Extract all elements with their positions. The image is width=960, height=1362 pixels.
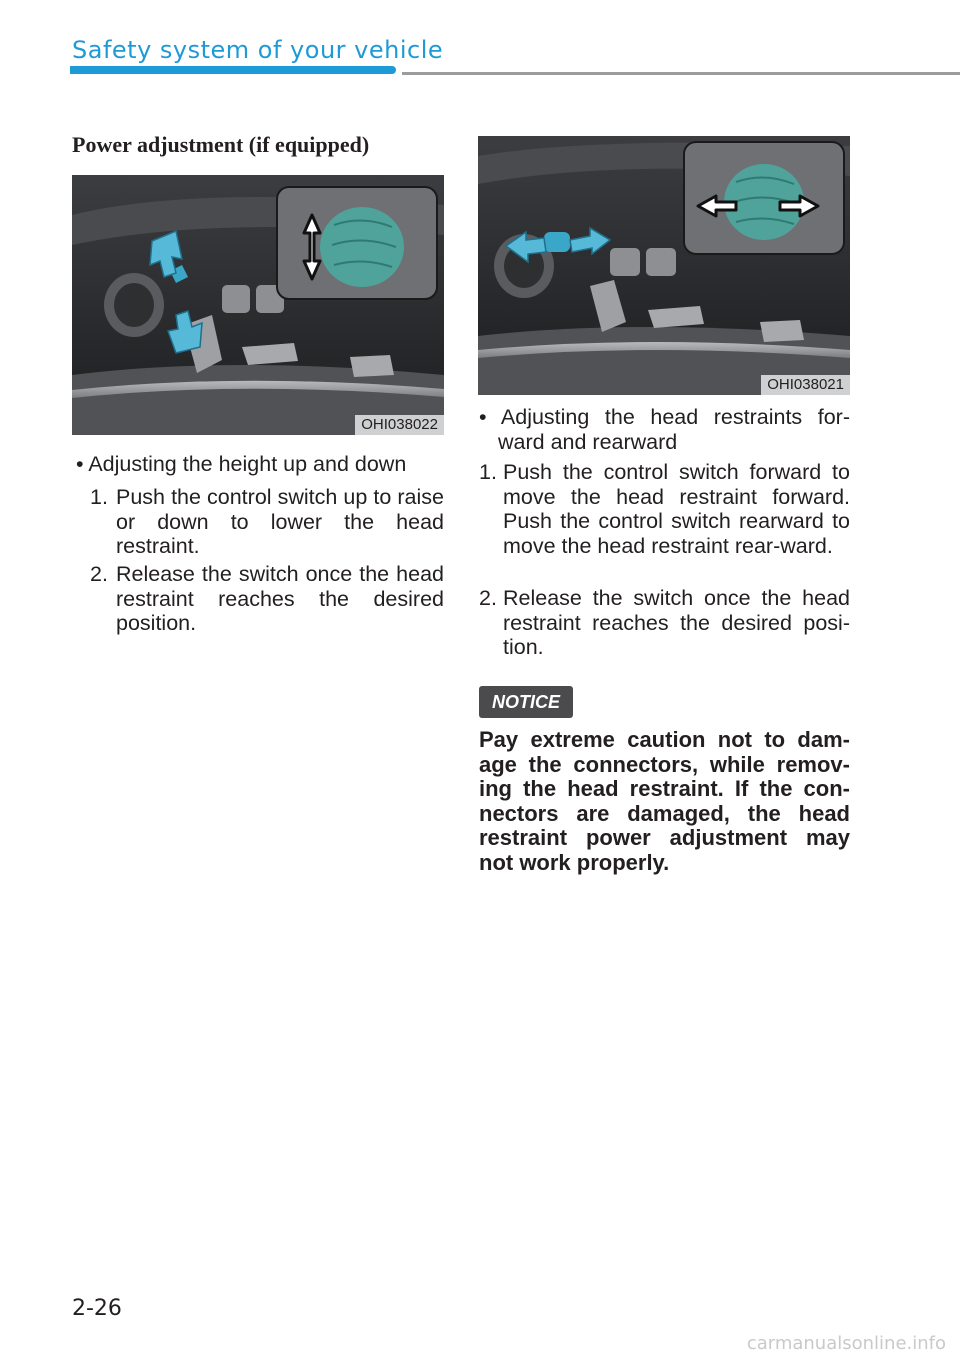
step-number: 1. bbox=[90, 485, 108, 509]
bullet-forward-rearward bbox=[479, 405, 850, 454]
header-rule bbox=[402, 72, 960, 75]
header-accent-bar bbox=[70, 66, 396, 74]
step-number: 2. bbox=[90, 562, 108, 586]
list-item bbox=[90, 562, 444, 636]
page-number: 2-26 bbox=[72, 1296, 122, 1321]
bullet-line: ward and rearward bbox=[498, 429, 678, 454]
step-text: Release the switch once the head restraint reaches the desired position. bbox=[116, 562, 444, 635]
figure-code: OHI038022 bbox=[355, 415, 444, 435]
step-number: 1. bbox=[479, 460, 497, 484]
seat-switch-illustration bbox=[72, 175, 444, 435]
list-item bbox=[479, 586, 850, 660]
step-number: 2. bbox=[479, 586, 497, 610]
step-text: Push the control switch forward to move the head restraint forward. Push the control switch rearward to move the head restraint rear-ward. bbox=[503, 460, 850, 558]
watermark: carmanualsonline.info bbox=[746, 1333, 946, 1354]
notice-badge: NOTICE bbox=[479, 686, 573, 718]
section-heading: Power adjustment (if equipped) bbox=[72, 132, 370, 157]
section-title: Safety system of your vehicle bbox=[72, 36, 444, 64]
step-text: Push the control switch up to raise or down to lower the head restraint. bbox=[116, 485, 444, 558]
step-text: Release the switch once the head restraint reaches the desired posi-tion. bbox=[503, 586, 850, 659]
figure-code: OHI038021 bbox=[761, 375, 850, 395]
seat-switch-illustration bbox=[478, 136, 850, 395]
notice-text: Pay extreme caution not to dam-age the connectors, while remov-ing the head restraint. If the con-nectors are damaged, the head restraint power adjustment may not work properly. bbox=[479, 727, 850, 875]
bullet-height-adjust: • Adjusting the height up and down bbox=[76, 452, 407, 476]
list-item bbox=[479, 460, 850, 558]
list-item bbox=[90, 485, 444, 559]
figure-forward-rearward-adjustment bbox=[478, 136, 850, 395]
figure-height-adjustment bbox=[72, 175, 444, 435]
bullet-line: • Adjusting the head restraints for- bbox=[479, 405, 850, 429]
